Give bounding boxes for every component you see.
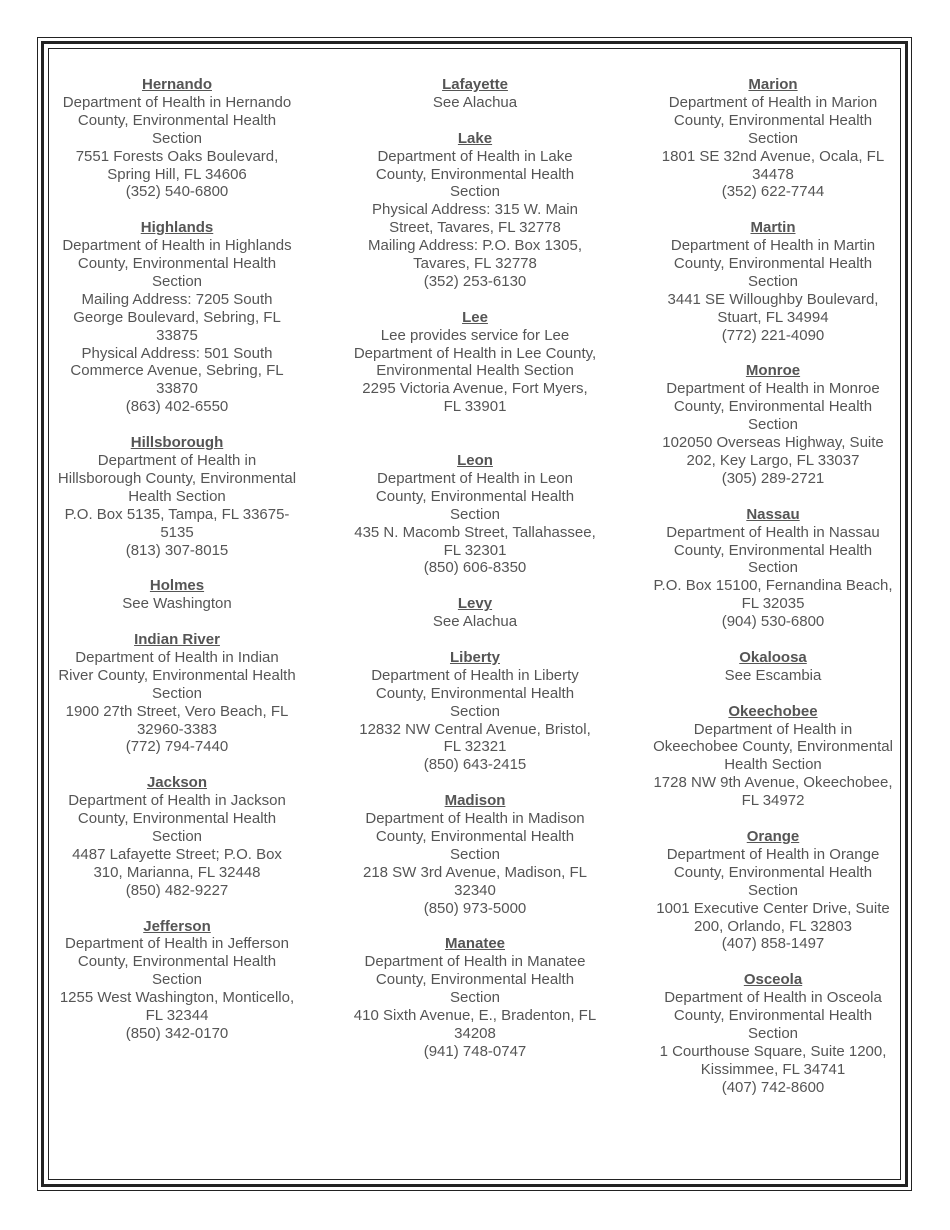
- county-office: Department of Health in Okeechobee County, Environmental Health Section: [653, 720, 893, 774]
- county-office: Department of Health in Liberty County, Environmental Health Section: [371, 666, 579, 720]
- county-phone: (305) 289-2721: [721, 469, 825, 487]
- county-name: Monroe: [745, 362, 801, 380]
- county-see-reference: See Escambia: [724, 666, 822, 684]
- county-entry-osceola: [652, 971, 894, 1096]
- county-office: Department of Health in Monroe County, Environmental Health Section: [666, 380, 880, 434]
- county-mailing-address: Mailing Address: 7205 South George Boulevard, Sebring, FL 33875: [73, 290, 281, 344]
- county-phone: (352) 540-6800: [125, 183, 229, 201]
- county-name: Manatee: [444, 935, 506, 953]
- county-name: Osceola: [743, 971, 803, 989]
- county-phone: (407) 858-1497: [721, 935, 825, 953]
- county-mailing-address: Mailing Address: P.O. Box 1305, Tavares, FL 32778: [367, 237, 582, 273]
- county-entry-holmes: [57, 577, 297, 613]
- county-entry-marion: [652, 76, 894, 201]
- county-phone: (850) 606-8350: [423, 559, 527, 577]
- county-entry-orange: [652, 828, 894, 953]
- county-entry-hernando: [57, 76, 297, 201]
- county-office: Department of Health in Nassau County, Environmental Health Section: [666, 523, 880, 577]
- county-address: 102050 Overseas Highway, Suite 202, Key Largo, FL 33037: [662, 434, 884, 469]
- directory-column-1: [57, 76, 297, 1061]
- county-office: Department of Health in Orange County, Environmental Health Section: [666, 845, 880, 899]
- county-office: Department of Health in Manatee County, Environmental Health Section: [364, 953, 586, 1007]
- county-phone: (904) 530-6800: [721, 613, 825, 631]
- county-name: Orange: [746, 827, 800, 845]
- directory-column-3: [652, 76, 894, 1114]
- county-phone: (772) 794-7440: [125, 738, 229, 756]
- county-phone: (352) 622-7744: [721, 183, 825, 201]
- county-office: Department of Health in Leon County, Environmental Health Section: [375, 469, 575, 523]
- county-office: Department of Health in Marion County, Environmental Health Section: [668, 93, 878, 147]
- county-address: P.O. Box 5135, Tampa, FL 33675-5135: [64, 505, 290, 541]
- county-entry-highlands: [57, 219, 297, 416]
- county-office: Department of Health in Jackson County, Environmental Health Section: [68, 792, 286, 845]
- county-name: Martin: [750, 219, 796, 237]
- county-entry-jefferson: [57, 918, 297, 1043]
- county-name: Hillsborough: [130, 434, 224, 452]
- county-entry-madison: [352, 792, 598, 917]
- county-name: Indian River: [134, 631, 220, 649]
- county-phone: (850) 643-2415: [423, 756, 527, 774]
- county-address: 4487 Lafayette Street; P.O. Box 310, Marianna, FL 32448: [72, 845, 282, 881]
- county-phone: (941) 748-0747: [423, 1042, 527, 1060]
- county-office: Department of Health in Martin County, Environmental Health Section: [670, 237, 876, 290]
- county-office: Department of Health in Hillsborough County, Environmental Health Section: [57, 452, 297, 505]
- county-phone: (813) 307-8015: [125, 541, 229, 559]
- county-entry-hillsborough: [57, 434, 297, 559]
- county-phone: (407) 742-8600: [721, 1078, 825, 1096]
- county-entry-leon: [352, 452, 598, 577]
- county-office: Department of Health in Jefferson County, Environmental Health Section: [64, 935, 289, 989]
- county-entry-liberty: [352, 649, 598, 774]
- county-address: 1255 West Washington, Monticello, FL 32344: [59, 989, 295, 1025]
- county-office: Department of Health in Osceola County, Environmental Health Section: [664, 989, 882, 1042]
- county-name: Okeechobee: [728, 702, 818, 720]
- county-address: P.O. Box 15100, Fernandina Beach, FL 32035: [653, 577, 893, 613]
- county-physical-address: Physical Address: 501 South Commerce Avenue, Sebring, FL 33870: [70, 344, 284, 398]
- county-name: Lafayette: [442, 76, 508, 93]
- county-see-reference: See Alachua: [432, 93, 518, 111]
- county-name: Marion: [748, 76, 798, 93]
- county-see-reference: See Washington: [122, 595, 232, 613]
- county-see-reference: See Alachua: [432, 613, 518, 631]
- county-phone: (850) 482-9227: [125, 881, 229, 899]
- county-address: 2295 Victoria Avenue, Fort Myers, FL 33901: [362, 380, 588, 416]
- county-address: 1801 SE 32nd Avenue, Ocala, FL 34478: [661, 147, 885, 183]
- county-entry-manatee: [352, 935, 598, 1060]
- county-address: 7551 Forests Oaks Boulevard, Spring Hill, FL 34606: [75, 147, 279, 183]
- county-name: Lake: [457, 129, 493, 147]
- county-address: 218 SW 3rd Avenue, Madison, FL 32340: [362, 863, 588, 899]
- county-address: 3441 SE Willoughby Boulevard, Stuart, FL 34994: [667, 290, 879, 326]
- county-entry-lee: [352, 309, 598, 416]
- county-entry-lake: [352, 130, 598, 291]
- county-address: 435 N. Macomb Street, Tallahassee, FL 32301: [354, 523, 596, 559]
- county-phone: (850) 973-5000: [423, 899, 527, 917]
- county-entry-levy: [352, 595, 598, 631]
- county-entry-okaloosa: [652, 649, 894, 685]
- county-entry-indian-river: [57, 631, 297, 756]
- county-entry-jackson: [57, 774, 297, 899]
- county-name: Jackson: [146, 774, 208, 792]
- county-address: 1 Courthouse Square, Suite 1200, Kissimmee, FL 34741: [659, 1042, 887, 1078]
- county-name: Leon: [457, 451, 493, 469]
- county-name: Nassau: [746, 505, 800, 523]
- county-office: Department of Health in Highlands County, Environmental Health Section: [62, 237, 292, 290]
- county-phone: (850) 342-0170: [125, 1024, 229, 1042]
- county-name: Levy: [457, 595, 493, 613]
- county-address: 1001 Executive Center Drive, Suite 200, Orlando, FL 32803: [656, 899, 890, 935]
- county-entry-okeechobee: [652, 703, 894, 810]
- county-office: Department of Health in Madison County, Environmental Health Section: [365, 810, 585, 863]
- county-physical-address: Physical Address: 315 W. Main Street, Tavares, FL 32778: [372, 201, 578, 237]
- county-phone: (352) 253-6130: [423, 272, 527, 290]
- county-office: Lee provides service for Lee Department of Health in Lee County, Environmental Health Section: [353, 326, 597, 380]
- county-name: Jefferson: [143, 917, 211, 935]
- county-name: Liberty: [449, 648, 500, 666]
- county-address: 1728 NW 9th Avenue, Okeechobee, FL 34972: [653, 774, 893, 810]
- county-name: Highlands: [140, 219, 214, 237]
- county-name: Lee: [462, 308, 488, 326]
- county-phone: (772) 221-4090: [721, 326, 825, 344]
- county-office: Department of Health in Lake County, Environmental Health Section: [375, 147, 575, 201]
- county-entry-monroe: [652, 362, 894, 487]
- county-phone: (863) 402-6550: [125, 398, 229, 416]
- county-entry-martin: [652, 219, 894, 344]
- county-office: Department of Health in Hernando County, Environmental Health Section: [62, 93, 292, 147]
- county-address: 410 Sixth Avenue, E., Bradenton, FL 34208: [353, 1007, 597, 1042]
- county-entry-lafayette: [352, 76, 598, 112]
- directory-column-2: [352, 76, 598, 1079]
- county-name: Hernando: [141, 76, 212, 93]
- county-address: 12832 NW Central Avenue, Bristol, FL 32321: [359, 720, 591, 756]
- county-address: 1900 27th Street, Vero Beach, FL 32960-3383: [65, 702, 289, 738]
- county-office: Department of Health in Indian River County, Environmental Health Section: [58, 648, 296, 702]
- county-name: Madison: [444, 792, 506, 810]
- county-name: Holmes: [149, 577, 205, 595]
- county-entry-nassau: [652, 506, 894, 631]
- county-name: Okaloosa: [739, 648, 807, 666]
